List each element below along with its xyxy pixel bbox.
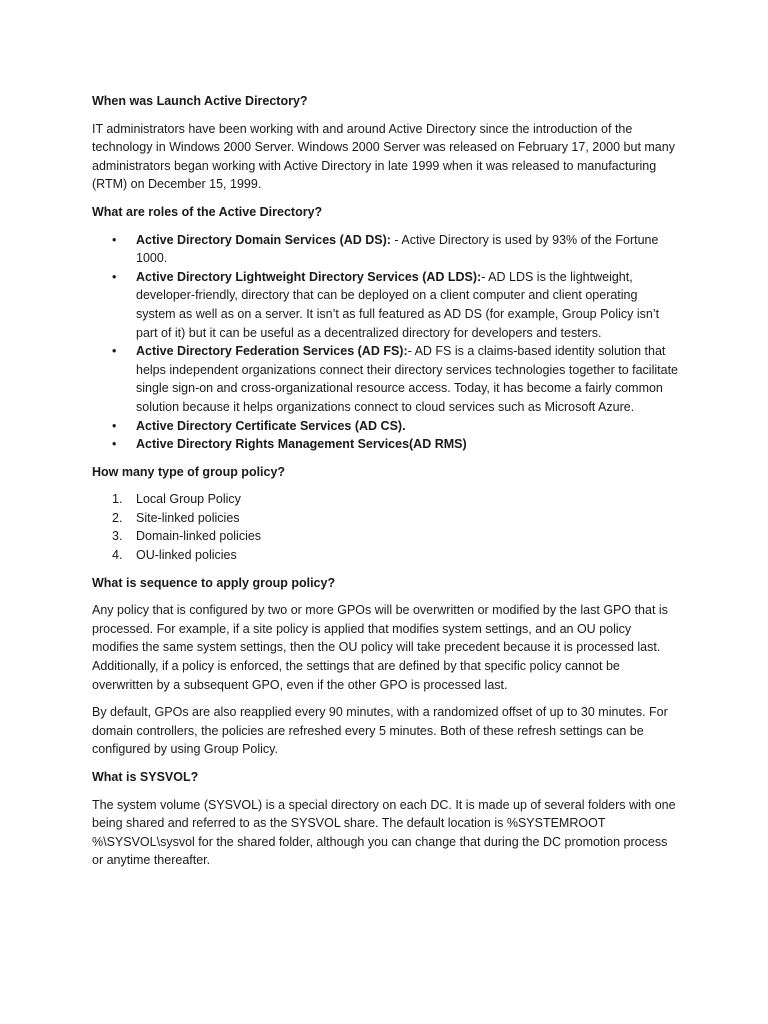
list-number: 3.	[112, 529, 123, 544]
list-item	[92, 509, 680, 528]
role-title: Active Directory Domain Services (AD DS):	[136, 232, 391, 247]
list-number: 4.	[112, 548, 123, 563]
list-item	[92, 527, 680, 546]
role-title: Active Directory Certificate Services (AD CS).	[136, 418, 406, 433]
roles-list	[92, 231, 680, 454]
heading-sysvol: What is SYSVOL?	[92, 770, 199, 784]
bullet-icon: •	[112, 344, 117, 359]
list-number: 1.	[112, 492, 123, 507]
paragraph-policy-refresh: By default, GPOs are also reapplied every 90 minutes, with a randomized offset of up to 30 minutes. For domain controllers, the policies are refreshed every 5 minutes. Both of these refresh settings can be configured by using Group Policy.	[92, 705, 668, 757]
role-description: - Active Directory is used by 93% of the Fortune 1000.	[136, 232, 659, 266]
paragraph-policy-precedence: Any policy that is configured by two or more GPOs will be overwritten or modified by the last GPO that is processed. For example, if a site policy is applied that modifies system settings, and an OU policy modifies the same system settings, then the OU policy will take precedent because it is processed last. Additionally, if a policy is enforced, the settings that are defined by that specific policy cannot be overwritten by a subsequent GPO, even if the other GPO is processed last.	[92, 603, 668, 692]
list-item	[92, 546, 680, 565]
role-description: - AD FS is a claims-based identity solution that helps independent organizations connect their directory services technologies together to facilitate single sign-on and cross-organizational resource access. Today, it has become a fairly common solution because it helps organizations connect to cloud services such as Microsoft Azure.	[136, 344, 678, 414]
role-title: Active Directory Lightweight Directory Services (AD LDS):	[136, 269, 482, 284]
bullet-icon: •	[112, 437, 117, 452]
policy-type-label: Site-linked policies	[136, 510, 240, 525]
policy-types-list	[92, 490, 680, 564]
list-item	[92, 231, 680, 268]
paragraph-launch-history: IT administrators have been working with and around Active Directory since the introduction of the technology in Windows 2000 Server. Windows 2000 Server was released on February 17, 2000 but many administrators began working with Active Directory in late 1999 when it was released to manufacturing (RTM) on December 15, 1999.	[92, 121, 675, 192]
list-number: 2.	[112, 510, 123, 525]
role-description: - AD LDS is the lightweight, developer-friendly, directory that can be deployed on a client computer and client operating system as well as on a server. It isn’t as full featured as AD DS (for example, Group Policy isn’t part of it) but it can be useful as a decentralized directory for developers and testers.	[136, 269, 660, 340]
policy-type-label: Local Group Policy	[136, 492, 241, 507]
policy-type-label: OU-linked policies	[136, 548, 237, 563]
heading-policy-sequence: What is sequence to apply group policy?	[92, 575, 336, 590]
heading-group-policy-types: How many type of group policy?	[92, 464, 286, 479]
list-item	[92, 268, 680, 342]
list-item	[92, 342, 680, 416]
bullet-icon: •	[112, 418, 117, 433]
policy-type-label: Domain-linked policies	[136, 529, 262, 544]
paragraph-sysvol: The system volume (SYSVOL) is a special directory on each DC. It is made up of several folders with one being shared and referred to as the SYSVOL share. The default location is %SYSTEMROOT %\SYSVOL\sysvol for the shared folder, although you can change that during the DC promotion process or anytime thereafter.	[92, 797, 676, 868]
bullet-icon: •	[112, 269, 117, 284]
role-title: Active Directory Rights Management Services(AD RMS)	[136, 437, 467, 452]
list-item	[92, 435, 680, 454]
heading-roles: What are roles of the Active Directory?	[92, 204, 323, 219]
list-item	[92, 417, 680, 436]
heading-launch-active-directory: When was Launch Active Directory?	[92, 94, 308, 108]
role-title: Active Directory Federation Services (AD FS):	[136, 344, 408, 359]
bullet-icon: •	[112, 232, 117, 247]
list-item	[92, 490, 680, 509]
